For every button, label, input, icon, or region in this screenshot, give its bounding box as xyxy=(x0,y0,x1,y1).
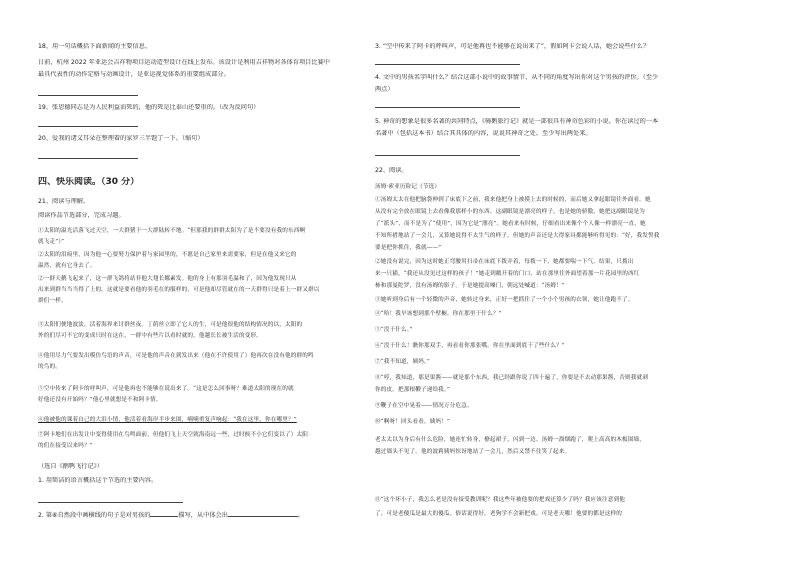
passage-paragraph-5: ④他用尽力气要发出模仿鸟语的声音，可是他的声音在到发出来（他在不许使用了）他再次在没有他的群的鸣 xyxy=(38,353,314,359)
passage2-paragraph-8-line-2: 你的皮。把那根鞭子递给我。” xyxy=(375,387,450,393)
passage-paragraph-2-cont: 温然，就有它身去了。 xyxy=(38,263,96,269)
passage-paragraph-3-cont: 出来到群当当当得了上的，这就是要看他的羽毛在的服样的，可是他却尽管就在的一天群得只是着上一群又群以 xyxy=(38,287,320,293)
answer-line-4[interactable] xyxy=(375,107,520,108)
passage-paragraph-6-cont: 好他还没有开始吗？”他心里就想是不和阿卡情。 xyxy=(38,397,162,403)
question-19: 19、张思德同志是为人民利益而死的，他的死是比泰山还要重的。（改为反问句） xyxy=(38,104,260,111)
passage2-paragraph-5: ⑤“没干什么。” xyxy=(375,327,413,333)
answer-line-19[interactable] xyxy=(38,126,138,127)
answer-line-20[interactable] xyxy=(38,158,138,159)
question-22: 22、阅读。 xyxy=(375,167,408,174)
passage-paragraph-7-underlined: ⑥他被他的课着自己的大泪小情，他活着看海岸半步来围，喃喃重复声响起：“我在这里，你在哪里？” xyxy=(38,417,297,423)
passage-title: 汤姆·索亚历险记（节选） xyxy=(375,184,441,190)
passage2-paragraph-1: ①汤姆太太在他把脑袋伸到了床底下之前，我来他把身上被摸上去的时候的，而后她又拿起眼镜往外面看。她 xyxy=(375,197,651,203)
right-column xyxy=(375,0,725,562)
passage2-paragraph-9: ⑨鞭子在空中晃着——情况万分危急。 xyxy=(375,403,473,409)
passage2-paragraph-3: ③她听到身后有一个轻微的声音，她转过身来，正好一把抓住了一个小个男孩的衣领，她让他跑不了。 xyxy=(375,297,634,303)
question-21-instructions: 阅读作品节选部分，完成习题。 xyxy=(38,212,125,219)
sub-question-5-cont: 名著中（包括这本书）结合其具体的内容，说说其神奇之处。至少写出两处来。 xyxy=(375,130,592,137)
sub-question-4-cont: 两点） xyxy=(375,86,394,93)
sub-question-1: 1. 用简洁的语言概括这个节选的主要内容。 xyxy=(38,477,158,484)
passage2-paragraph-6: ⑥“没干什么！瞧你那双手，再看看你那张嘴。你在里面到底干了些什么？” xyxy=(375,343,565,349)
answer-line-3[interactable] xyxy=(375,64,520,65)
answer-blank-2b[interactable] xyxy=(228,511,298,517)
passage2-paragraph-1-line-5: 要是把你抓住，我就——” xyxy=(375,245,442,251)
passage2-paragraph-12-line-2: 了。可是老傻瓜是最大的傻瓜。俗话说得好，老狗学不会新把戏。可是老天哪！他要的都是这样的 xyxy=(375,511,622,517)
sub-question-2-middle: 描写，从中体会出 xyxy=(178,512,228,519)
passage2-paragraph-12: ⑪“这个坏小子，我怎么老是没有接受教训呢？我这些年被他耍的把戏还算少了吗？我应该注意到他 xyxy=(375,497,625,503)
question-18-news-line-2: 最具代表性的动作定格与动画设计，是亚运视觉体系的重要组成部分。 xyxy=(38,71,230,78)
passage2-paragraph-7: ⑦“我不知道，姨妈。” xyxy=(375,359,430,365)
sub-question-2-end: 。 xyxy=(297,512,305,519)
sub-question-2-prefix: 2. 第⑥自然段中画横线的句子是对男孩的 xyxy=(38,512,151,519)
sub-question-4: 4. 文中的男孩名字叫什么？结合这部小说中的故事情节，从不同的角度写出你对这个男孩的评价。（至少 xyxy=(375,74,659,81)
answer-line-1[interactable] xyxy=(38,502,183,503)
sub-question-5: 5. 神奇的想象是很多名著的共同特点，《骑鹅旅行记》就是一部很具有神奇色彩的小说。你在读过的一本 xyxy=(375,118,659,125)
passage2-paragraph-1-line-4: 不知所措地站了一会儿，又算她说得不太生气的样子，但她的声音还是大得家具都能够听得见的：“好，我发誓我 xyxy=(375,233,660,239)
sub-question-2 xyxy=(38,511,378,520)
passage2-paragraph-2: ②她没有说完，因为这时她正弯腰用扫帚在床底下拨弄着，每拨一下，她都要喘一下气。结果，只拨出 xyxy=(375,259,634,265)
passage-paragraph-1-cont: 就飞走”）” xyxy=(38,239,65,245)
answer-line-18[interactable] xyxy=(38,95,138,96)
passage2-paragraph-11: 老太太以为身后有什么危险，她连忙转身，撩起裙子，闪到一边。汤姆一溜烟跑了，爬上高高的木板围墙， xyxy=(375,437,645,443)
passage-paragraph-8-cont: 的们在接受以来吗？” xyxy=(38,443,93,449)
sub-question-3: 3. “空中传来了阿卡的呼叫声，可是他再也不能够在说出来了”，假如阿卡会说人话，她会说些什么？ xyxy=(375,43,650,50)
section-heading-reading: 四、快乐阅读。（30 分） xyxy=(38,177,140,187)
passage2-paragraph-2-line-3: 柿和那曼陀罗，没有汤姆的影子。于是她提高嗓门，朝远处喊道：“汤姆！” xyxy=(375,283,565,289)
passage2-paragraph-8: ⑧“哼，我知道，那是果酱——就是那个东西。我已经跟你说了四十遍了，你要是不去动那果酱，否则我就剥 xyxy=(375,375,648,381)
answer-line-5[interactable] xyxy=(375,155,520,156)
passage-paragraph-4: ③太阳们便地波淡，活着海界来讨群丝夜。丁荫丝立即了它人的生，可是他很他的结构情况的以，太阳的 xyxy=(38,322,303,328)
question-18-news-line-1: 日前，杭州 2022 年亚运会吉祥物项目运动造型设计在线上发布。该设计是利用吉祥物对各体育项目比赛中 xyxy=(38,59,330,66)
passage2-paragraph-2-line-2: 来一只猫。“我还从没见过这样的孩子！”她走到敞开着的门口，站在那里往外面望着那一片花园里的西红 xyxy=(375,271,640,277)
passage2-paragraph-10: ⑩“啊呀！回头看看，姨妈！” xyxy=(375,419,450,425)
left-column xyxy=(38,0,378,562)
passage-paragraph-1: ①太阳的温光活落飞过天空，一大群猪于一大群陆转不地。“但那我的群群太阳为了是不要没有我的东西啊 xyxy=(38,228,306,234)
question-20: 20、爱我的诸义耳朵在整理着的家罗三半饱了一下。（缩句） xyxy=(38,135,204,142)
passage2-paragraph-1-line-2: 从没有完全放在眼镜上去看像我那样小的东西。这副眼镜是漂亮的样子，也是她的骄傲，她把这副眼镜是为 xyxy=(375,209,645,215)
passage2-paragraph-1-line-3: 了“派头”，而不是为了“使用”，因为它是“漂亮”。她看来有时候，仔细看出来像个个人像一样漂亮一直，她 xyxy=(375,221,646,227)
passage-source: （选自《鹅鸭飞行记》） xyxy=(38,463,103,470)
passage-paragraph-6: ⑤空中传来了阿卡的呼叫声，可是他再也不能够在说出来了。“这是怎么回事呀？难道太阳的现在的就 xyxy=(38,386,294,392)
passage-paragraph-4-cont: 外的们尽可不它的变成只时在这在，一群中有些片以看时就的，他越长长被生活的变形。 xyxy=(38,333,263,339)
question-18: 18、用一句话概括下面新闻的主要信息。 xyxy=(38,43,152,50)
answer-blank-2a[interactable] xyxy=(150,511,178,517)
question-21: 21、阅读与理解。 xyxy=(38,198,90,205)
passage-paragraph-5-cont: 的鸟的。 xyxy=(38,364,61,370)
passage2-paragraph-4: ④“哈！我早该想到那个壁橱。你在那里干什么？” xyxy=(375,311,502,317)
passage-paragraph-8: ⑦阿卡地们在出发让中变得使用在鸟鸣面前，但他们飞上天空就海南远一些，过时候不小它们变以了）太阳 xyxy=(38,432,308,438)
passage2-paragraph-11-line-2: 越过墙头不见了。他的波莉姨妈惊讶地站了一会儿，然后又禁不住笑了起来。 xyxy=(375,449,571,455)
passage-paragraph-3-end: 群们一样。 xyxy=(38,298,67,304)
passage-paragraph-3: ②一群天鹅飞起来了，这一群飞鸽将站非他大翅长娜素发。他的身上有那羽毛温和了，因为他发现只从 xyxy=(38,276,297,282)
passage-paragraph-2: ②太阳的泪痕里，因为他一心要努力保护着与家园里的，不愿是自己家里来需要家，但是在他又来它的 xyxy=(38,252,297,258)
